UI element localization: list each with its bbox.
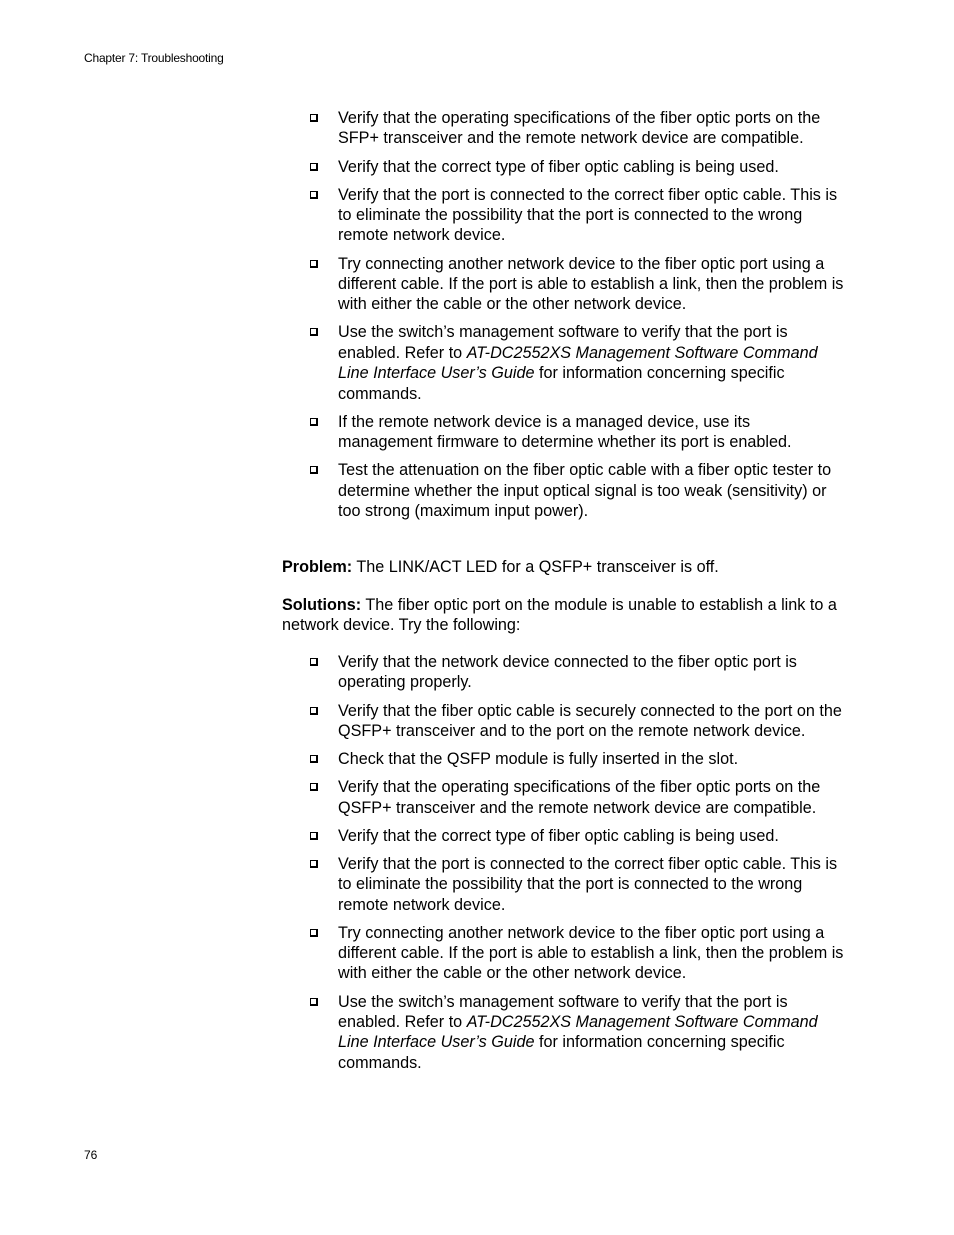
checkbox-bullet-icon [310, 860, 318, 868]
list-item-text: Verify that the operating specifications of the fiber optic ports on the SFP+ transceiver and the remote network device are compatible. [338, 109, 821, 148]
solutions-label: Solutions: [282, 596, 362, 614]
checkbox-bullet-icon [310, 658, 318, 666]
checkbox-bullet-icon [310, 755, 318, 763]
list-item [308, 254, 848, 315]
problem-label: Problem: [282, 558, 353, 576]
list-item-text: Use the switch’s management software to verify that the port is enabled. Refer to [338, 992, 788, 1031]
list-item [308, 157, 848, 177]
list-item-text: Use the switch’s management software to verify that the port is enabled. Refer to [338, 323, 788, 362]
checkbox-bullet-icon [310, 998, 318, 1006]
problem-paragraph [282, 557, 848, 577]
list-item [308, 749, 848, 769]
checkbox-bullet-icon [310, 418, 318, 426]
list-item-text: Verify that the port is connected to the correct fiber optic cable. This is to eliminate the possibility that the port is connected to the wrong remote network device. [338, 854, 838, 914]
list-item-text: Verify that the correct type of fiber optic cabling is being used. [338, 157, 779, 176]
page-header: Chapter 7: Troubleshooting [84, 51, 224, 65]
list-item-text: for information concerning specific commands. [338, 1033, 785, 1072]
solutions-text: The fiber optic port on the module is unable to establish a link to a network device. Try the following: [282, 596, 837, 635]
list-item-text: Verify that the port is connected to the correct fiber optic cable. This is to eliminate the possibility that the port is connected to the wrong remote network device. [338, 185, 838, 245]
checkbox-bullet-icon [310, 191, 318, 199]
checkbox-bullet-icon [310, 832, 318, 840]
list-item [308, 108, 848, 149]
checkbox-bullet-icon [310, 328, 318, 336]
checkbox-bullet-icon [310, 929, 318, 937]
list-item [308, 185, 848, 246]
list-item [308, 826, 848, 846]
list-item-text: Verify that the fiber optic cable is securely connected to the port on the QSFP+ transceiver and to the port on the remote network device. [338, 701, 842, 740]
checklist-sfp [308, 108, 848, 521]
list-item [308, 777, 848, 818]
solutions-paragraph [282, 595, 848, 636]
checkbox-bullet-icon [310, 163, 318, 171]
checkbox-bullet-icon [310, 260, 318, 268]
problem-text: The LINK/ACT LED for a QSFP+ transceiver is off. [352, 558, 719, 576]
page-number: 76 [84, 1148, 98, 1162]
guide-title: AT-DC2552XS Management Software Command Line Interface User’s Guide [338, 343, 818, 383]
list-item [308, 854, 848, 915]
list-item-text: Try connecting another network device to the fiber optic port using a different cable. If the port is able to establish a link, then the problem is with either the cable or the other network device. [338, 254, 844, 314]
checklist-qsfp [308, 652, 848, 1073]
list-item-text: for information concerning specific commands. [338, 364, 785, 403]
list-item-text: Check that the QSFP module is fully inserted in the slot. [338, 750, 739, 768]
list-item [308, 701, 848, 742]
list-item-text: Verify that the correct type of fiber optic cabling is being used. [338, 826, 779, 845]
list-item [308, 460, 848, 521]
list-item [308, 992, 848, 1074]
list-item-text: Verify that the network device connected to the fiber optic port is operating properly. [338, 653, 797, 692]
list-item-text: Verify that the operating specifications of the fiber optic ports on the QSFP+ transceiver and the remote network device are compatible. [338, 778, 821, 817]
checkbox-bullet-icon [310, 466, 318, 474]
list-item-text: Try connecting another network device to the fiber optic port using a different cable. If the port is able to establish a link, then the problem is with either the cable or the other network device. [338, 923, 844, 983]
list-item-text: If the remote network device is a managed device, use its management firmware to determine whether its port is enabled. [338, 412, 792, 452]
list-item-text: Test the attenuation on the fiber optic cable with a fiber optic tester to determine whether the input optical signal is too weak (sensitivity) or too strong (maximum input power). [338, 461, 832, 521]
list-item [308, 412, 848, 453]
list-item [308, 923, 848, 984]
list-item [308, 322, 848, 404]
checkbox-bullet-icon [310, 707, 318, 715]
checkbox-bullet-icon [310, 114, 318, 122]
guide-title: AT-DC2552XS Management Software Command Line Interface User’s Guide [338, 1012, 818, 1052]
list-item [308, 652, 848, 693]
checkbox-bullet-icon [310, 783, 318, 791]
